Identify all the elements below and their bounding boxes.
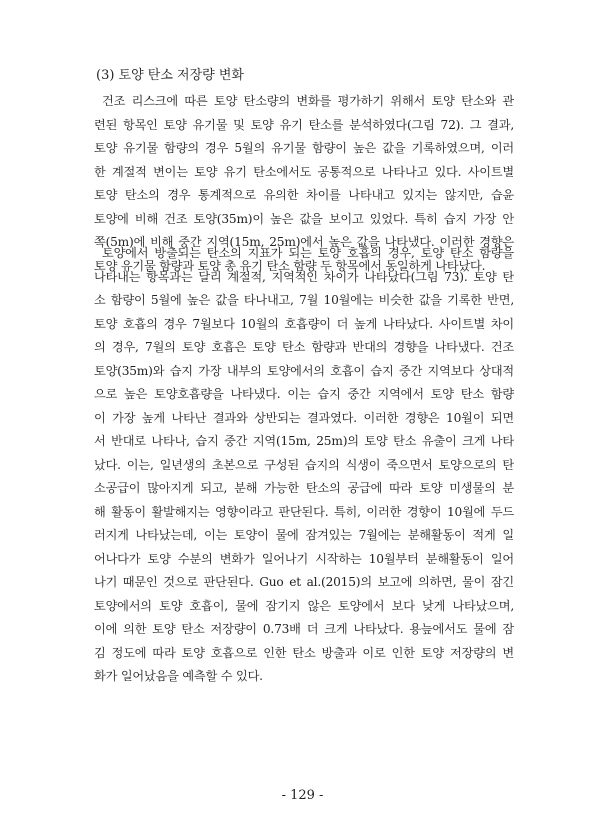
text-line: 토양 유기물 함량과 토양 총 유기 탄소 함량 두 항목에서 동일하게 나타났다.	[94, 258, 486, 273]
text-line: 이에 의한 토양 탄소 저장량이 0.73배 더 크게 나타났다. 용늪에서도 물에 잠	[94, 622, 514, 636]
text-line: 토양 호흡의 경우 7월보다 10월의 호흡량이 더 높게 나타났다. 사이트별 차이	[94, 316, 514, 331]
text-line: 어나다가 토양 수분의 변화가 일어나기 시작하는 10월부터 분해활동이 일어	[94, 551, 514, 566]
text-line: 의 경우, 7월의 토양 호흡은 토양 탄소 함량과 반대의 경향을 나타냈다. 건조	[94, 340, 514, 354]
text-line: 토양(35m)와 습지 가장 내부의 토양에서의 호흡이 습지 중간 지역보다 상대적	[94, 363, 514, 378]
text-line: 토양에서의 토양 호흡이, 물에 잠기지 않은 토양에서 보다 낮게 나타났으며,	[94, 598, 514, 613]
text-line: 화가 일어났음을 예측할 수 있다.	[94, 669, 263, 683]
page-number: - 129 -	[281, 788, 324, 803]
text-line: 소공급이 많아지게 되고, 분해 가능한 탄소의 공급에 따라 토양 미생물의 분	[94, 481, 514, 495]
text-line: 났다. 이는, 일년생의 초본으로 구성된 습지의 식생이 죽으면서 토양으로의 탄	[94, 457, 514, 472]
section-heading: (3) 토양 탄소 저장량 변화	[96, 68, 244, 83]
text-line: 쪽(5m)에 비해 중간 지역(15m, 25m)에서 높은 값을 나타냈다. 이러한 경향은	[94, 235, 514, 249]
text-line: 서 반대로 나타나, 습지 중간 지역(15m, 25m)의 토양 탄소 유출이 크게 나타	[94, 434, 514, 448]
text-line: 건조 리스크에 따른 토양 탄소량의 변화를 평가하기 위해서 토양 탄소와 관	[102, 94, 514, 108]
paragraph-2	[94, 242, 514, 689]
text-line: 으로 높은 토양호흡량을 나타냈다. 이는 습지 중간 지역에서 토양 탄소 함량	[94, 387, 514, 401]
text-line: 토양 탄소의 경우 통계적으로 유의한 차이를 나타내고 있지는 않지만, 습윤	[94, 188, 514, 202]
text-line: 러지게 나타났는데, 이는 토양이 물에 잠겨있는 7월에는 분해활동이 적게 일	[94, 528, 514, 542]
text-line: 한 계절적 변이는 토양 유기 탄소에서도 공통적으로 나타나고 있다. 사이트별	[94, 164, 514, 179]
text-line: 토양에서 방출되는 탄소의 지표가 되는 토양 호흡의 경우, 토양 탄소 함량을	[102, 246, 514, 260]
text-line: 이 가장 높게 나타난 결과와 상반되는 결과였다. 이러한 경향은 10월이 되면	[94, 410, 514, 425]
text-line: 소 함량이 5월에 높은 값을 타나내고, 7월 10월에는 비슷한 값을 기록한 반면,	[94, 293, 514, 307]
text-line: 련된 항목인 토양 유기물 및 토양 유기 탄소를 분석하였다(그림 72). 그 결과,	[94, 117, 514, 132]
text-line: 김 정도에 따라 토양 호흡으로 인한 탄소 방출과 이로 인한 토양 저장량의 변	[94, 645, 514, 660]
text-line: 토양에 비해 건조 토양(35m)이 높은 값을 보이고 있었다. 특히 습지 가장 안	[94, 211, 514, 226]
text-line: 토양 유기물 함량의 경우 5월의 유기물 함량이 높은 값을 기록하였으며, 이러	[94, 141, 514, 155]
text-line: 해 활동이 활발해지는 영향이라고 판단된다. 특히, 이러한 경향이 10월에 두드	[94, 504, 514, 519]
text-line: 나기 때문인 것으로 판단된다. Guo et al.(2015)의 보고에 의하면, 물이 잠긴	[94, 575, 514, 589]
text-line: 나타내는 항목과는 달리 계절적, 지역적인 차이가 나타났다(그림 73). 토양 탄	[94, 269, 514, 284]
